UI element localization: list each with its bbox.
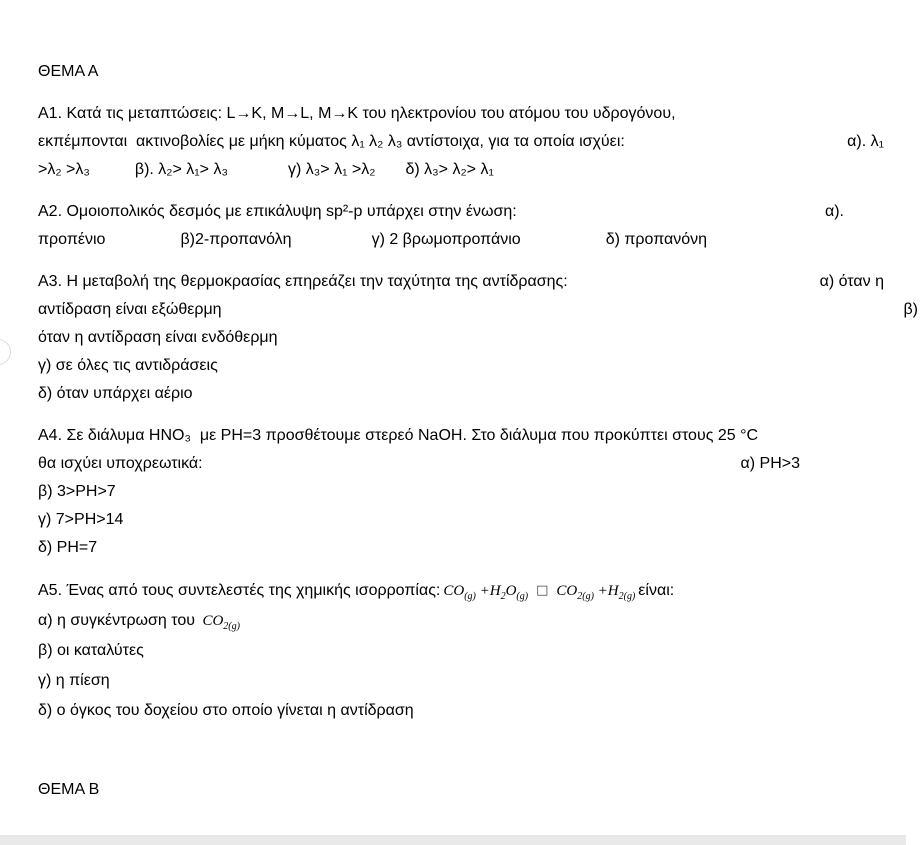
eq-term: O	[505, 583, 517, 599]
question-a4-option-d: δ) PH=7	[38, 539, 98, 556]
question-a4-option-b: β) 3>PH>7	[38, 483, 116, 500]
question-a5-stem: Α5. Ένας από τους συντελεστές της χημικής ισορροπίας:	[38, 582, 441, 599]
equation-products	[556, 583, 636, 602]
eq-term: CO	[556, 583, 578, 599]
eq-term: +H	[475, 583, 501, 599]
question-a2	[38, 198, 884, 254]
question-a5-option-a-text: α) η συγκέντρωση του	[38, 612, 200, 629]
question-a1-option-c: γ) λ₃> λ₁ >λ₂	[287, 161, 376, 178]
eq-subscript: 2(g)	[223, 621, 240, 632]
question-a4-option-c: γ) 7>PH>14	[38, 511, 124, 528]
question-a3-line2	[38, 296, 918, 324]
question-a2-stem: Α2. Ομοιοπολικός δεσμός με επικάλυψη sp²-p υπάρχει στην ένωση:	[38, 203, 517, 220]
eq-subscript: (g)	[516, 591, 529, 602]
question-a3-option-d: δ) όταν υπάρχει αέριο	[38, 385, 193, 402]
question-a4-option-a: α) PH>3	[740, 455, 800, 472]
question-a1-line1: Α1. Κατά τις μεταπτώσεις: L→K, M→L, M→K του ηλεκτρονίου του ατόμου του υδρογόνου,	[38, 105, 676, 122]
question-a1-option-a: α). λ₁	[847, 133, 884, 150]
question-a5-option-c: γ) η πίεση	[38, 672, 110, 689]
question-a2-options-row	[38, 226, 884, 254]
question-a5	[38, 576, 884, 726]
question-a2-option-a-label: α).	[824, 203, 844, 220]
eq-subscript: 2(g)	[618, 591, 636, 602]
equation-reactants	[443, 583, 529, 602]
question-a4-line1: Α4. Σε διάλυμα ΗΝΟ₃ με PH=3 προσθέτουμε στερεό NaOH. Στο διάλυμα που προκύπτει στους 25 °C	[38, 427, 759, 444]
question-a2-option-c: γ) 2 βρωμοπροπάνιο	[371, 231, 521, 248]
question-a3-option-a: α) όταν η	[819, 273, 884, 290]
question-a3-stem: Α3. Η μεταβολή της θερμοκρασίας επηρεάζει την ταχύτητα της αντίδρασης:	[38, 273, 568, 290]
question-a5-option-d: δ) ο όγκος του δοχείου στο οποίο γίνεται η αντίδραση	[38, 702, 414, 719]
heading-thema-a: ΘΕΜΑ Α	[38, 63, 99, 80]
question-a1-line2	[38, 128, 884, 156]
eq-subscript: (g)	[464, 591, 476, 602]
question-a2-line1	[38, 198, 884, 226]
equation-co2	[202, 613, 240, 632]
eq-term: CO	[202, 613, 224, 629]
heading-thema-b: ΘΕΜΑ Β	[38, 781, 100, 798]
question-a3-option-b: όταν η αντίδραση είναι ενδόθερμη	[38, 329, 278, 346]
question-a1-line2-text: εκπέμπονται ακτινοβολίες με μήκη κύματος λ₁ λ₂ λ₃ αντίστοιχα, για τα οποία ισχύει:	[38, 133, 625, 150]
question-a2-option-a: προπένιο	[38, 231, 106, 248]
equilibrium-missing-glyph: □	[536, 583, 549, 598]
eq-subscript: 2	[500, 591, 506, 602]
question-a1-options-row	[38, 156, 884, 184]
question-a1-option-d: δ) λ₃> λ₂> λ₁	[405, 161, 494, 178]
question-a5-option-b: β) οι καταλύτες	[38, 642, 144, 659]
eq-term: +H	[593, 583, 619, 599]
question-a5-stem-suffix: είναι:	[638, 582, 675, 599]
question-a4-line2	[38, 450, 884, 478]
question-a1-option-a-cont: >λ₂ >λ₃	[38, 161, 90, 178]
question-a3-option-a-cont: αντίδραση είναι εξώθερμη	[38, 301, 222, 318]
question-a4-stem-cont: θα ισχύει υποχρεωτικά:	[38, 455, 203, 472]
eq-subscript: 2(g)	[577, 591, 594, 602]
question-a3	[38, 268, 918, 408]
question-a2-option-d: δ) προπανόνη	[605, 231, 708, 248]
question-a3-option-c: γ) σε όλες τις αντιδράσεις	[38, 357, 218, 374]
question-a3-option-b-label: β)	[903, 301, 918, 318]
question-a1-option-b: β). λ₂> λ₁> λ₃	[134, 161, 228, 178]
page-bottom-edge	[0, 835, 906, 845]
question-a4	[38, 422, 884, 562]
comment-anchor-circle	[0, 339, 11, 365]
question-a2-option-b: β)2-προπανόλη	[180, 231, 292, 248]
question-a3-line1	[38, 268, 884, 296]
eq-term: CO	[443, 583, 465, 599]
question-a5-line1	[38, 576, 884, 606]
question-a5-option-a	[38, 606, 884, 636]
question-a1	[38, 100, 884, 184]
